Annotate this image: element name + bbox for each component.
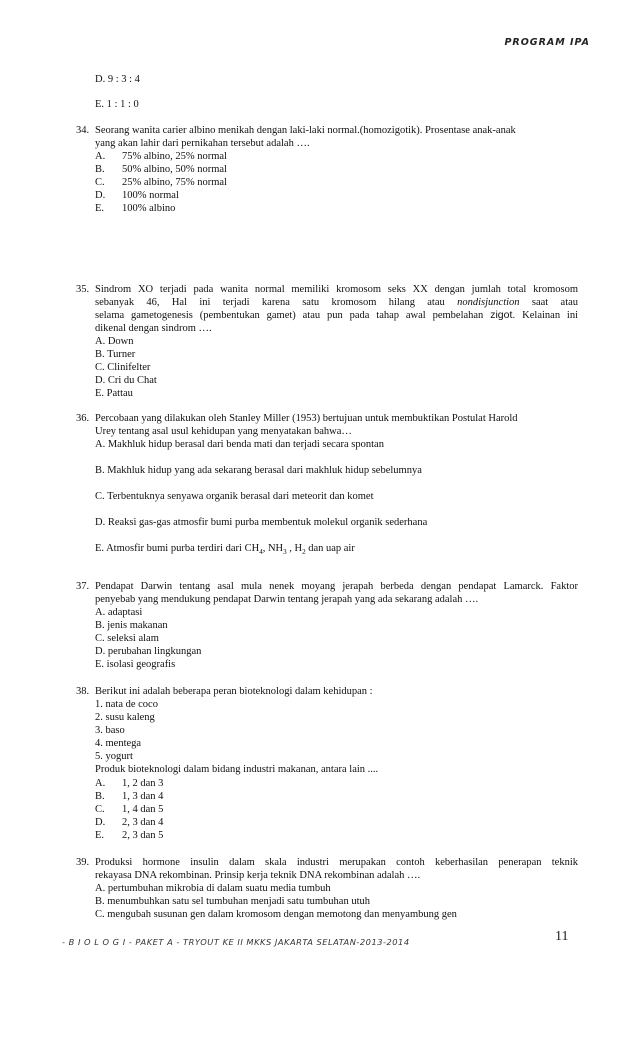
list-item: 2. susu kaleng <box>95 712 155 723</box>
option-a[interactable]: A. Down <box>95 336 134 347</box>
question-text: Pendapat Darwin tentang asal mula nenek moyang jerapah berbeda dengan pendapat Lamarck. Faktor <box>95 581 578 592</box>
option-text: 1, 2 dan 3 <box>122 778 164 789</box>
prev-option-d: D. 9 : 3 : 4 <box>95 74 140 85</box>
option-text: 1, 4 dan 5 <box>122 804 164 815</box>
list-item: 3. baso <box>95 725 125 736</box>
question-text: Berikut ini adalah beberapa peran bioteknologi dalam kehidupan : <box>95 686 373 697</box>
option-a[interactable]: A. adaptasi <box>95 607 143 618</box>
question-text: selama gametogenesis (pembentukan gamet) atau pun pada tahap awal pembelahan zigot. Kelainan ini <box>95 309 579 321</box>
question-number: 38. <box>76 686 90 697</box>
option-b[interactable]: B. Makhluk hidup yang ada sekarang berasal dari makhluk hidup sebelumnya <box>95 465 422 476</box>
option-a[interactable] <box>95 150 227 163</box>
option-b[interactable] <box>95 163 227 176</box>
question-number: 34. <box>76 125 90 136</box>
question-text: Urey tentang asal usul kehidupan yang menyatakan bahwa… <box>95 426 352 437</box>
option-letter: A. <box>95 778 106 789</box>
option-c[interactable]: C. seleksi alam <box>95 633 159 644</box>
option-c[interactable]: C. mengubah susunan gen dalam kromosom dengan memotong dan menyambung gen <box>95 909 457 920</box>
program-header: PROGRAM IPA <box>504 37 590 48</box>
question-text: dikenal dengan sindrom …. <box>95 323 212 334</box>
question-text: sebanyak 46, Hal ini terjadi karena satu kromosom hilang atau nondisjunction saat atau <box>95 297 579 308</box>
option-d[interactable]: D. Cri du Chat <box>95 375 157 386</box>
option-b[interactable]: B. jenis makanan <box>95 620 168 631</box>
option-e[interactable]: E. isolasi geografis <box>95 659 176 670</box>
question-text: Produksi hormone insulin dalam skala industri merupakan contoh keberhasilan penerapan teknik <box>95 857 578 868</box>
list-item: 1. nata de coco <box>95 699 158 710</box>
option-text: 2, 3 dan 5 <box>122 830 164 841</box>
question-text: Sindrom XO terjadi pada wanita normal memiliki kromosom seks XX dengan jumlah total kromosom <box>95 284 578 295</box>
option-b[interactable]: B. menumbuhkan satu sel tumbuhan menjadi satu tumbuhan utuh <box>95 896 371 907</box>
option-text: 25% albino, 75% normal <box>122 177 227 188</box>
option-e[interactable]: E. Pattau <box>95 388 133 399</box>
option-e[interactable] <box>95 829 163 842</box>
question-number: 37. <box>76 581 90 592</box>
list-item: 4. mentega <box>95 738 142 749</box>
option-letter: D. <box>95 817 106 828</box>
option-d[interactable] <box>95 189 179 202</box>
question-text: yang akan lahir dari pernikahan tersebut adalah …. <box>95 138 310 149</box>
option-letter: D. <box>95 190 106 201</box>
option-b[interactable] <box>95 790 163 803</box>
option-c[interactable]: C. Terbentuknya senyawa organik berasal dari meteorit dan komet <box>95 491 374 502</box>
option-letter: E. <box>95 830 105 841</box>
list-item: 5. yogurt <box>95 751 133 762</box>
option-text: 100% albino <box>122 203 176 214</box>
question-text: Produk bioteknologi dalam bidang industri makanan, antara lain .... <box>95 764 379 775</box>
option-d[interactable]: D. perubahan lingkungan <box>95 646 202 657</box>
option-a[interactable]: A. pertumbuhan mikrobia di dalam suatu media tumbuh <box>95 883 331 894</box>
question-text: Percobaan yang dilakukan oleh Stanley Miller (1953) bertujuan untuk membuktikan Postulat Harold <box>95 413 518 424</box>
option-c[interactable] <box>95 176 227 189</box>
question-text: penyebab yang mendukung pendapat Darwin tentang jerapah yang ada sekarang adalah …. <box>95 594 479 605</box>
page-footer: - B I O L O G I - PAKET A - TRYOUT KE II MKKS JAKARTA SELATAN-2013-2014 <box>62 937 410 947</box>
option-c[interactable]: C. Clinifelter <box>95 362 151 373</box>
option-text: 2, 3 dan 4 <box>122 817 164 828</box>
prev-option-e: E. 1 : 1 : 0 <box>95 99 139 110</box>
option-letter: C. <box>95 177 105 188</box>
option-letter: B. <box>95 791 105 802</box>
option-a[interactable] <box>95 777 163 790</box>
option-a[interactable]: A. Makhluk hidup berasal dari benda mati dan terjadi secara spontan <box>95 439 384 450</box>
option-text: 1, 3 dan 4 <box>122 791 164 802</box>
option-d[interactable] <box>95 816 163 829</box>
option-c[interactable] <box>95 803 163 816</box>
question-text: Seorang wanita carier albino menikah dengan laki-laki normal.(homozigotik). Prosentase anak-anak <box>95 125 516 136</box>
option-text: 100% normal <box>122 190 179 201</box>
option-letter: A. <box>95 151 106 162</box>
question-text: rekayasa DNA rekombinan. Prinsip kerja teknik DNA rekombinan adalah …. <box>95 870 421 881</box>
option-b[interactable]: B. Turner <box>95 349 136 360</box>
option-letter: E. <box>95 203 105 214</box>
option-text: 50% albino, 50% normal <box>122 164 227 175</box>
option-e[interactable] <box>95 202 175 215</box>
option-text: 75% albino, 25% normal <box>122 151 227 162</box>
question-number: 35. <box>76 284 90 295</box>
question-number: 36. <box>76 413 90 424</box>
option-d[interactable]: D. Reaksi gas-gas atmosfir bumi purba membentuk molekul organik sederhana <box>95 517 428 528</box>
question-number: 39. <box>76 857 90 868</box>
option-letter: C. <box>95 804 105 815</box>
option-letter: B. <box>95 164 105 175</box>
option-e[interactable]: E. Atmosfir bumi purba terdiri dari $CH_4$, $NH_3$ , $H_2$ dan uap air <box>95 543 355 557</box>
page-number: 11 <box>555 929 569 944</box>
